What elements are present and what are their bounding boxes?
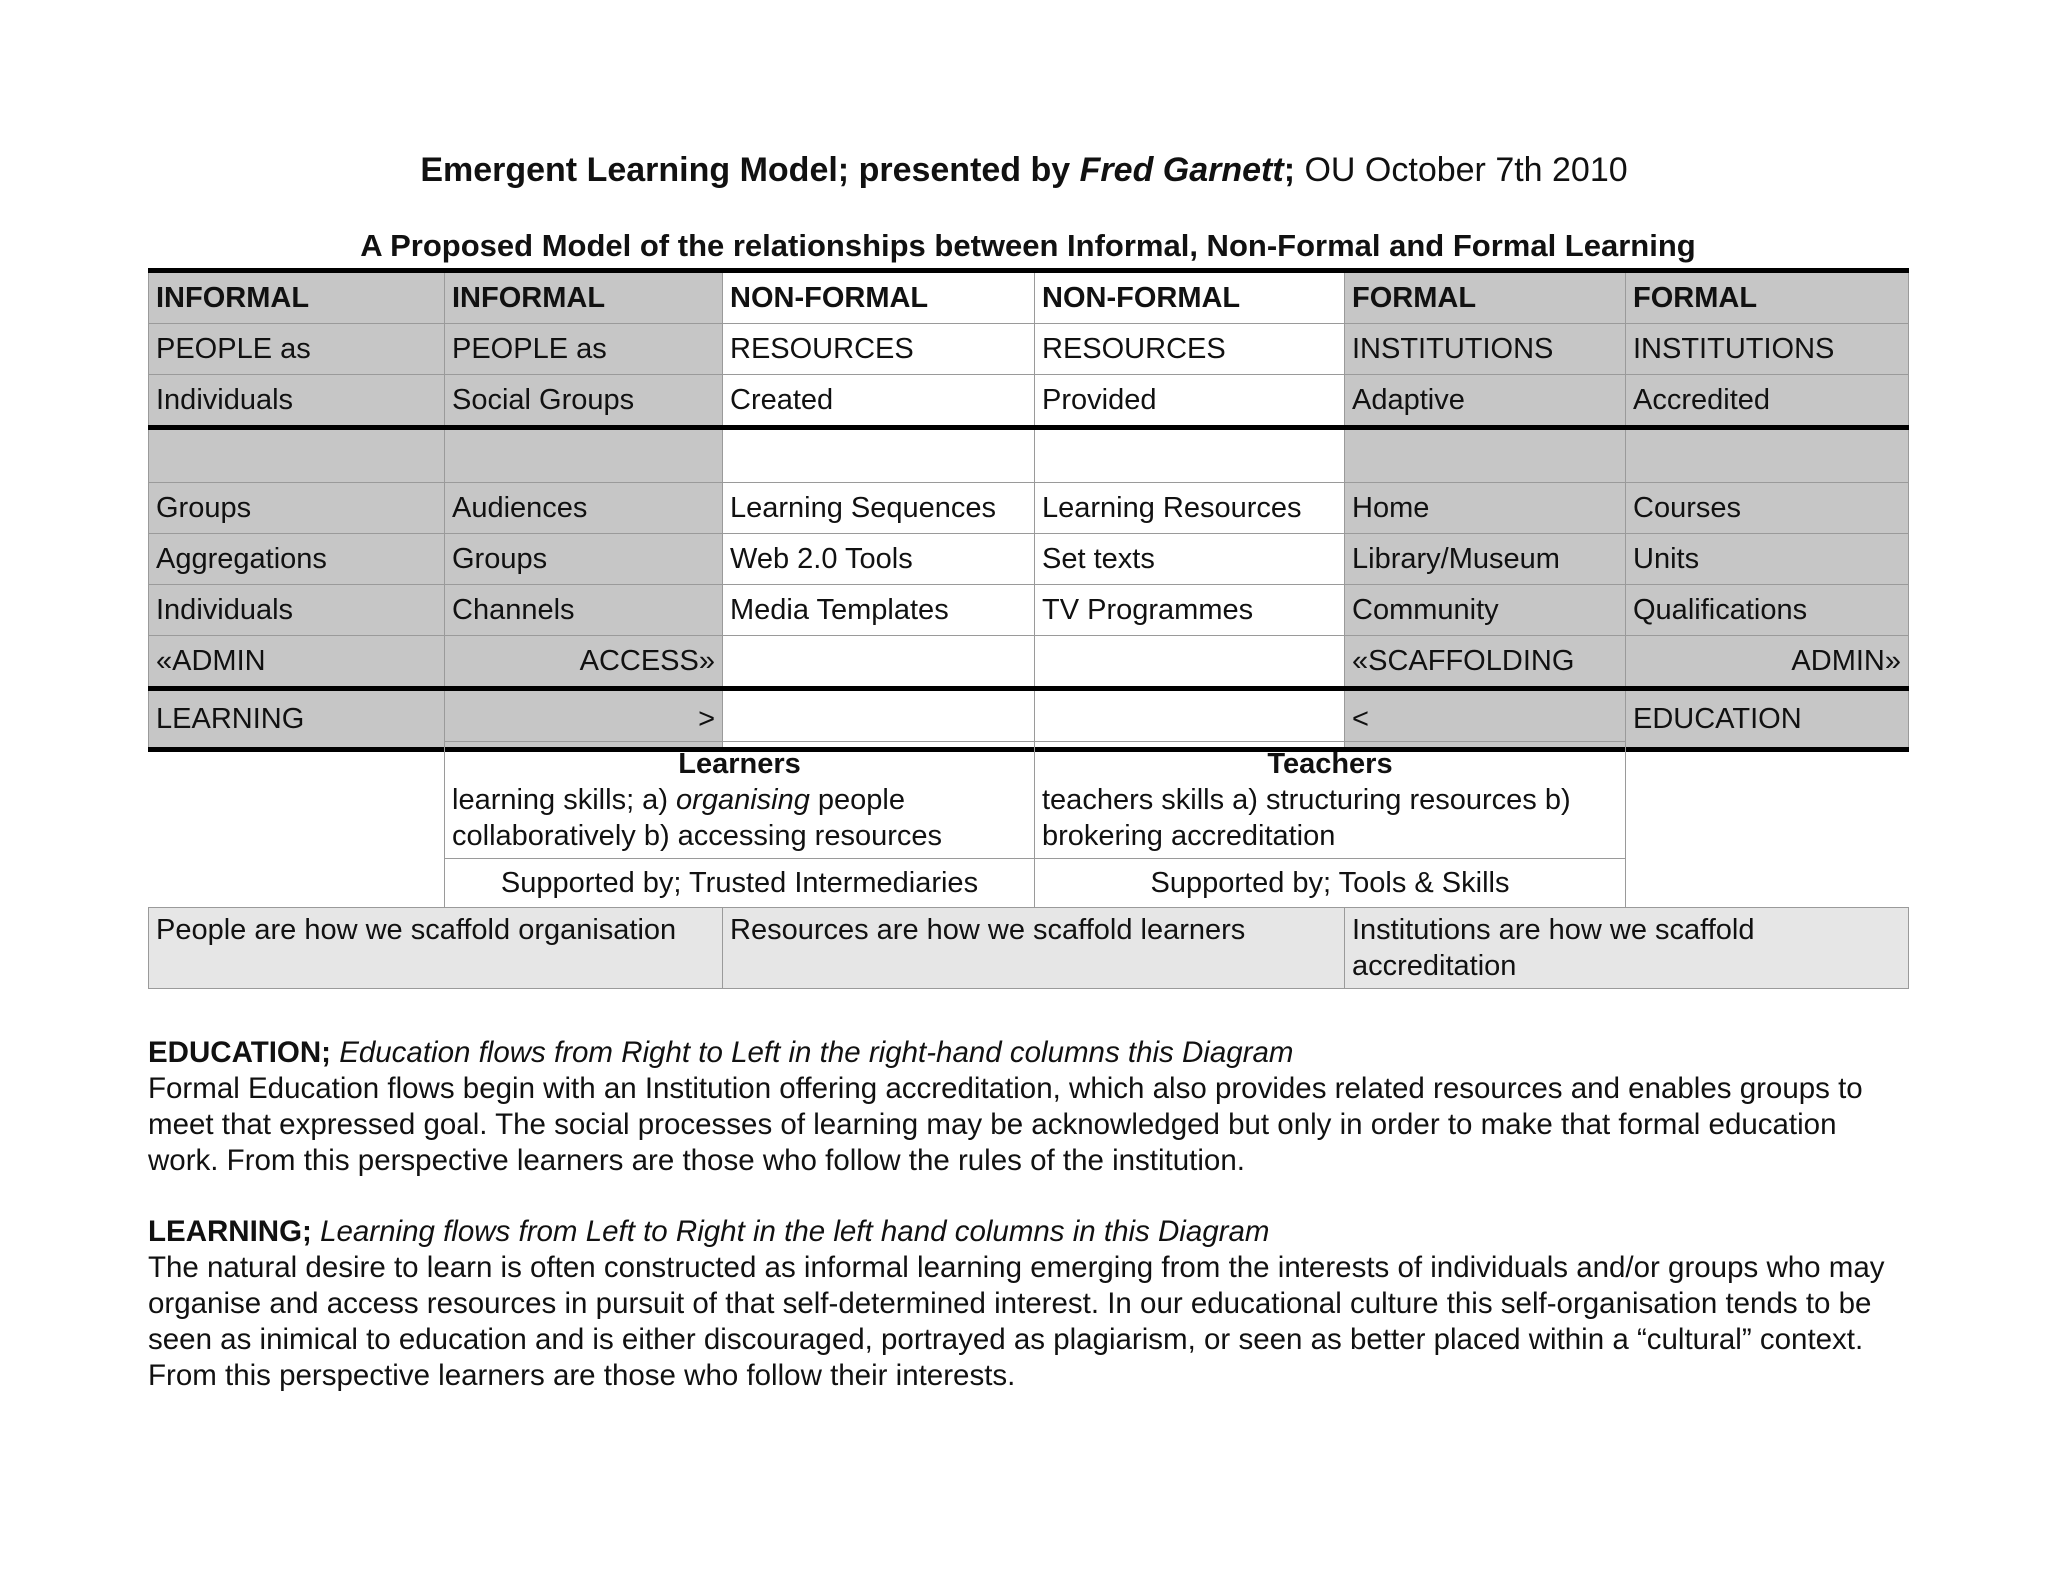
roles-table [148, 741, 1909, 989]
table-cell: Individuals [149, 375, 445, 428]
learners-support: Supported by; Trusted Intermediaries [445, 859, 1035, 908]
education-subheading: Education flows from Right to Left in the right-hand columns this Diagram [331, 1036, 1294, 1069]
scaffold-row [149, 908, 1909, 989]
table-cell-empty [723, 428, 1035, 483]
scaffold-institutions: Institutions are how we scaffold accreditation [1345, 908, 1909, 989]
table-cell: RESOURCES [723, 324, 1035, 375]
table-cell: Web 2.0 Tools [723, 534, 1035, 585]
learners-title: Learners [678, 748, 801, 780]
teachers-text: teachers skills a) structuring resources b) brokering accreditation [1042, 784, 1571, 852]
table-cell: Channels [445, 585, 723, 636]
table-cell: < [1345, 689, 1626, 750]
table-cell: INSTITUTIONS [1345, 324, 1626, 375]
scaffold-resources: Resources are how we scaffold learners [723, 908, 1345, 989]
table-row [149, 585, 1909, 636]
table-cell: Community [1345, 585, 1626, 636]
table-cell: > [445, 689, 723, 750]
table-cell: Media Templates [723, 585, 1035, 636]
table-cell: «ADMIN [149, 636, 445, 689]
header-cell: INFORMAL [149, 271, 445, 324]
table-cell: INSTITUTIONS [1626, 324, 1909, 375]
table-title: A Proposed Model of the relationships between Informal, Non-Formal and Formal Learning [360, 228, 1696, 263]
table-cell: Set texts [1035, 534, 1345, 585]
table-cell: Units [1626, 534, 1909, 585]
title-main: Emergent Learning Model; presented by [420, 151, 1080, 189]
roles-row [149, 742, 1909, 859]
header-cell: FORMAL [1626, 271, 1909, 324]
table-cell: Created [723, 375, 1035, 428]
education-heading-line [148, 1035, 1908, 1071]
learning-heading: LEARNING; [148, 1215, 312, 1248]
table-cell-empty [1035, 428, 1345, 483]
table-cell: Learning Resources [1035, 483, 1345, 534]
table-cell: Qualifications [1626, 585, 1909, 636]
table-cell: PEOPLE as [445, 324, 723, 375]
table-cell: Groups [149, 483, 445, 534]
table-row-type [149, 324, 1909, 375]
scaffold-people: People are how we scaffold organisation [149, 908, 723, 989]
learners-text: learning skills; a) [452, 784, 677, 816]
page-title [0, 148, 2048, 192]
table-cell: Social Groups [445, 375, 723, 428]
table-cell: PEOPLE as [149, 324, 445, 375]
title-date: OU October 7th 2010 [1295, 151, 1628, 189]
education-heading: EDUCATION; [148, 1036, 331, 1069]
teachers-title: Teachers [1267, 748, 1393, 780]
table-cell: Audiences [445, 483, 723, 534]
table-cell-empty [723, 636, 1035, 689]
teachers-cell [1035, 742, 1626, 859]
title-presenter: Fred Garnett [1079, 151, 1284, 189]
table-cell: Groups [445, 534, 723, 585]
learning-section [148, 1214, 1908, 1394]
learners-emphasis: organising [676, 784, 810, 816]
learning-body: The natural desire to learn is often constructed as informal learning emerging from the interests of individuals and/or groups who may organise and access resources in pursuit of that self-determined interest. In our educational culture this self-organisation tends to be seen as inimical to education and is either discouraged, portrayed as plagiarism, or seen as better placed within a “cultural” context. From this perspective learners are those who follow their interests. [148, 1251, 1885, 1392]
table-cell-empty [1626, 742, 1909, 859]
table-cell-empty [1626, 428, 1909, 483]
table-cell: Adaptive [1345, 375, 1626, 428]
table-cell-empty [149, 428, 445, 483]
support-row [149, 859, 1909, 908]
table-cell: Learning Sequences [723, 483, 1035, 534]
table-row-blank [149, 428, 1909, 483]
table-cell-empty [1345, 428, 1626, 483]
teachers-support: Supported by; Tools & Skills [1035, 859, 1626, 908]
table-cell: Home [1345, 483, 1626, 534]
table-row-headers [149, 271, 1909, 324]
header-cell: INFORMAL [445, 271, 723, 324]
table-cell-empty [1626, 859, 1909, 908]
learning-heading-line [148, 1214, 1908, 1250]
table-cell: EDUCATION [1626, 689, 1909, 750]
learning-subheading: Learning flows from Left to Right in the left hand columns in this Diagram [311, 1215, 1270, 1248]
table-cell-empty [445, 428, 723, 483]
header-cell: NON-FORMAL [723, 271, 1035, 324]
table-cell-empty [149, 742, 445, 859]
learners-text-rest: people collaboratively b) accessing resources [452, 784, 942, 852]
table-cell: RESOURCES [1035, 324, 1345, 375]
table-row-kind [149, 375, 1909, 428]
table-cell: Library/Museum [1345, 534, 1626, 585]
model-table [148, 268, 1909, 752]
table-cell-empty [1035, 636, 1345, 689]
education-section [148, 1035, 1908, 1179]
education-body: Formal Education flows begin with an Institution offering accreditation, which also provides related resources and enables groups to meet that expressed goal. The social processes of learning may be acknowledged but only in order to make that formal education work. From this perspective learners are those who follow the rules of the institution. [148, 1072, 1863, 1177]
table-cell: Provided [1035, 375, 1345, 428]
table-cell: ADMIN» [1626, 636, 1909, 689]
header-cell: FORMAL [1345, 271, 1626, 324]
table-row [149, 534, 1909, 585]
table-cell: «SCAFFOLDING [1345, 636, 1626, 689]
table-cell: TV Programmes [1035, 585, 1345, 636]
table-cell: Individuals [149, 585, 445, 636]
table-row-admin [149, 636, 1909, 689]
table-cell: Accredited [1626, 375, 1909, 428]
table-cell: Courses [1626, 483, 1909, 534]
table-cell: LEARNING [149, 689, 445, 750]
learners-cell [445, 742, 1035, 859]
table-cell: Aggregations [149, 534, 445, 585]
table-cell: ACCESS» [445, 636, 723, 689]
header-cell: NON-FORMAL [1035, 271, 1345, 324]
table-cell-empty [149, 859, 445, 908]
title-semicolon: ; [1283, 151, 1296, 189]
table-row [149, 483, 1909, 534]
